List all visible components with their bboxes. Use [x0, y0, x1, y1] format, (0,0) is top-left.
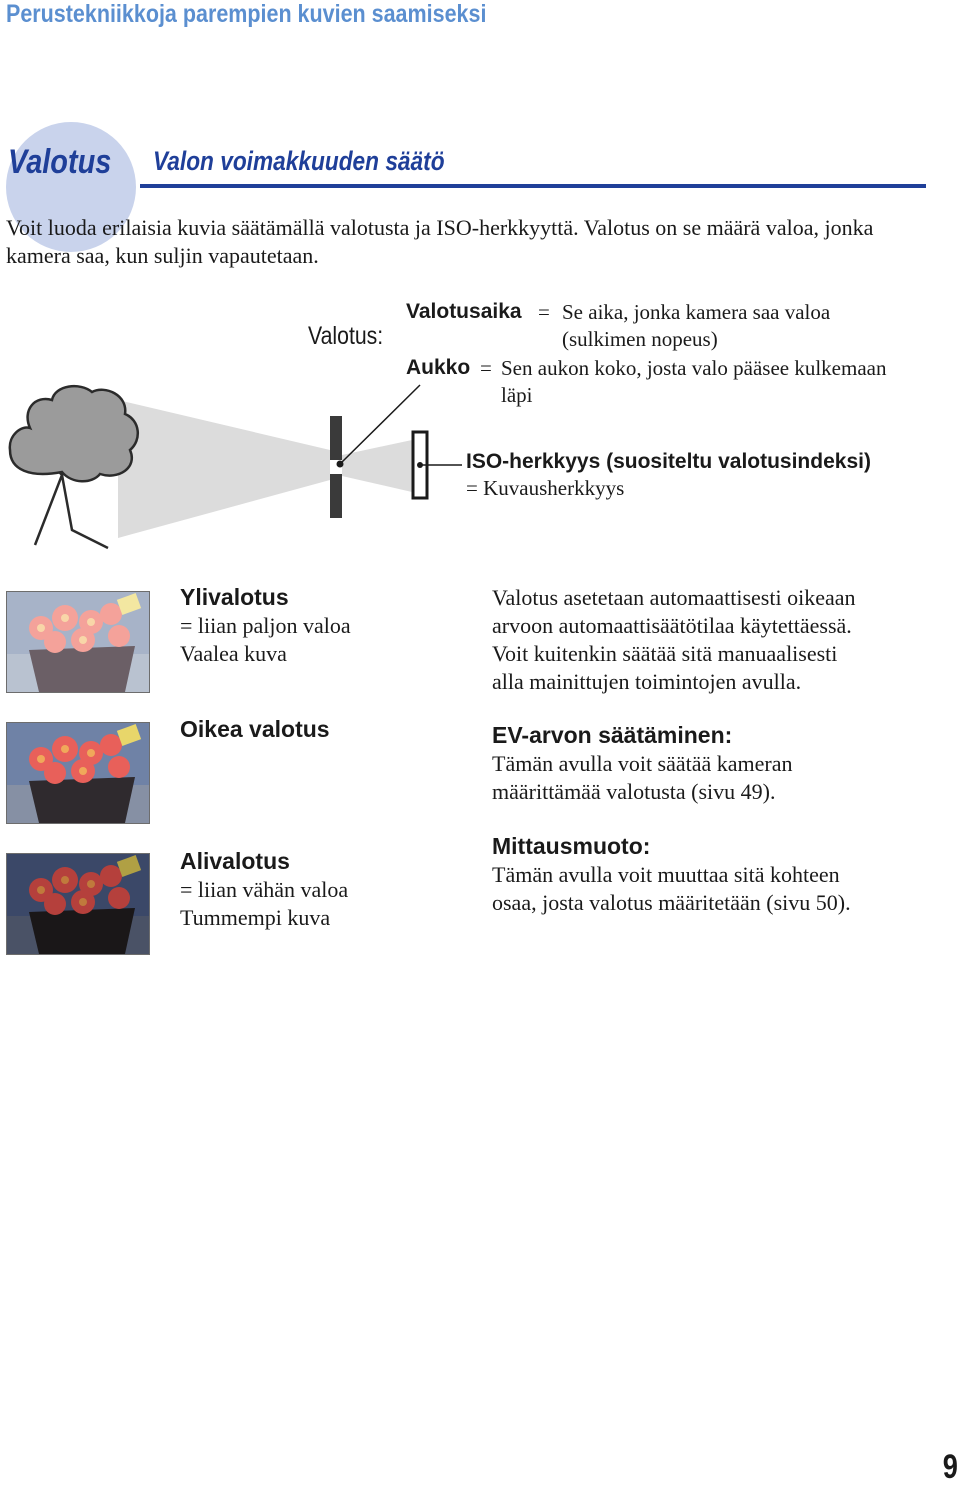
- auto-exposure-line3: Voit kuitenkin säätää sitä manuaalisesti: [492, 641, 838, 666]
- photo-correct-exposure: [6, 722, 150, 824]
- ev-line1: Tämän avulla voit säätää kameran: [492, 751, 793, 776]
- underexposed-line1: = liian vähän valoa: [180, 877, 349, 902]
- intro-paragraph: Voit luoda erilaisia kuvia säätämällä valotusta ja ISO-herkkyyttä. Valotus on se määrä valoa, jonka kamera saa, kun suljin vapautetaan.: [6, 215, 874, 268]
- aperture-desc-line2: läpi: [501, 383, 533, 407]
- auto-exposure-line1: Valotus asetetaan automaattisesti oikeaan: [492, 585, 856, 610]
- shutter-desc-line1: Se aika, jonka kamera saa valoa: [562, 300, 831, 324]
- shutter-desc-line2: (sulkimen nopeus): [562, 327, 718, 351]
- metering-line2: osaa, josta valotus määritetään (sivu 50).: [492, 890, 851, 915]
- header-title: Perustekniikkoja parempien kuvien saamiseksi: [6, 0, 487, 28]
- shutter-term: Valotusaika: [406, 300, 522, 323]
- auto-exposure-line4: alla mainittujen toimintojen avulla.: [492, 669, 802, 694]
- light-beam-inner: [342, 440, 412, 492]
- overexposed-title: Ylivalotus: [180, 584, 289, 610]
- shutter-eq: =: [538, 300, 550, 324]
- metering-line1: Tämän avulla voit muuttaa sitä kohteen: [492, 862, 840, 887]
- shutter-top: [330, 416, 342, 460]
- light-beam: [118, 400, 330, 538]
- aperture-term: Aukko: [406, 356, 471, 379]
- auto-exposure-line2: arvoon automaattisäätötilaa käytettäessä.: [492, 613, 852, 638]
- overexposed-line2: Vaalea kuva: [180, 641, 287, 666]
- underexposed-title: Alivalotus: [180, 848, 290, 874]
- iso-term: ISO-herkkyys (suositeltu valotusindeksi): [466, 450, 871, 473]
- iso-desc: = Kuvausherkkyys: [466, 476, 625, 500]
- ev-title: EV-arvon säätäminen:: [492, 722, 733, 748]
- aperture-desc-line1: Sen aukon koko, josta valo pääsee kulkemaan: [501, 356, 887, 380]
- shutter-bottom: [330, 474, 342, 518]
- overexposed-line1: = liian paljon valoa: [180, 613, 351, 638]
- diagram-main-label: Valotus:: [308, 322, 384, 350]
- section-label: Valotus: [8, 143, 112, 181]
- section-subtitle: Valon voimakkuuden säätö: [153, 146, 445, 176]
- ev-line2: määrittämää valotusta (sivu 49).: [492, 779, 776, 804]
- metering-title: Mittausmuoto:: [492, 833, 651, 859]
- aperture-eq: =: [480, 356, 492, 380]
- correct-exposure-title: Oikea valotus: [180, 716, 330, 742]
- section-rule: [140, 184, 926, 188]
- photo-underexposed: [6, 853, 150, 955]
- page-number: 9: [942, 1448, 958, 1486]
- photo-overexposed: [6, 591, 150, 693]
- underexposed-line2: Tummempi kuva: [180, 905, 331, 930]
